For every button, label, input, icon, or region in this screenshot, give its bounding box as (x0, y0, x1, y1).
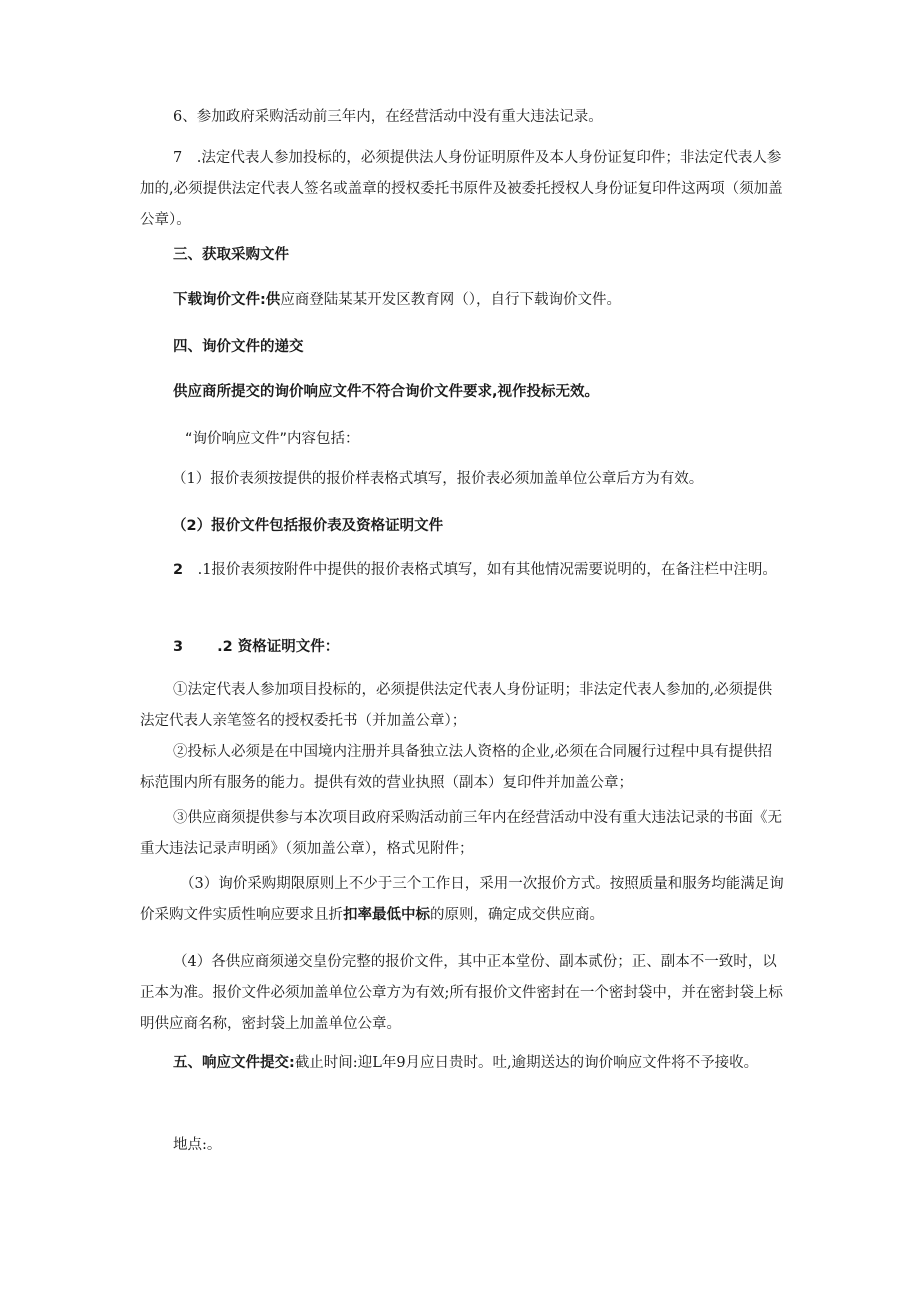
download-lead: 下载询价文件:供 (173, 292, 281, 308)
submission-lead: 五、响应文件提交: (173, 1055, 295, 1071)
section-heading-4: 四、询价文件的递交 (173, 339, 304, 355)
item-3-text-c: 的原则，确定成交供应商。 (430, 907, 604, 923)
qualification-2: ②投标人必须是在中国境内注册并具备独立法人资格的企业,必须在合同履行过程中具有提供招标范围内所有服务的能力。提供有效的营业执照（副本）复印件并加盖公章； (140, 744, 773, 791)
clause-2-1-text: .1报价表须按附件中提供的报价表格式填写，如有其他情况需要说明的，在备注栏中注明。 (183, 562, 777, 578)
content-intro: “询价响应文件”内容包括： (185, 431, 360, 447)
section-heading-5 (140, 1048, 785, 1079)
location-paragraph: 地点:。 (173, 1137, 222, 1153)
item-2-paragraph: （2）报价文件包括报价表及资格证明文件 (172, 518, 444, 534)
qualification-1: ①法定代表人参加项目投标的，必须提供法定代表人身份证明；非法定代表人参加的,必须提供法定代表人亲笔签名的授权委托书（并加盖公章）； (140, 682, 773, 729)
item-1-paragraph: （1）报价表须按提供的报价样表格式填写，报价表必须加盖单位公章后方为有效。 (172, 471, 704, 487)
item-3-paragraph (140, 869, 785, 931)
item-4-paragraph: （4）各供应商须递交皇份完整的报价文件，其中正本堂份、副本贰份；正、副本不一致时，以正本为准。报价文件必须加盖单位公章方为有效;所有报价文件密封在一个密封袋中，并在密封袋上标明供应商名称，密封袋上加盖单位公章。 (140, 954, 783, 1032)
clause-2-1-paragraph (140, 555, 785, 586)
download-paragraph (140, 285, 785, 316)
clause-3-2-heading (173, 632, 785, 663)
clause-3-2-text: .2 资格证明文件： (217, 639, 340, 655)
item-3-text-a: （3）询价采购期限原则上不少于三个工作日，采用一次报价方式。按照质量和服务均能满足询价采购文件实质性响应要求且折 (140, 876, 784, 923)
clause-3-2-number: 3 (173, 639, 184, 655)
submission-text: 截止时间:迎L年9月应日贵时。吐,逾期送达的询价响应文件将不予接收。 (294, 1055, 759, 1071)
section-heading-3: 三、获取采购文件 (173, 247, 289, 263)
download-text: 应商登陆某某开发区教育网（），自行下载询价文件。 (280, 292, 622, 308)
item-3-emphasis: 扣率最低中标 (343, 907, 430, 923)
clause-2-1-number: 2 (173, 562, 184, 578)
paragraph-item-7: 7 .法定代表人参加投标的，必须提供法人身份证明原件及本人身份证复印件；非法定代表人参加的,必须提供法定代表人签名或盖章的授权委托书原件及被委托授权人身份证复印件这两项（须加盖公章）。 (140, 150, 783, 228)
invalid-bid-paragraph: 供应商所提交的询价响应文件不符合询价文件要求,视作投标无效。 (173, 384, 600, 400)
paragraph-item-6: 6、参加政府采购活动前三年内，在经营活动中没有重大违法记录。 (173, 109, 603, 125)
qualification-3: ③供应商须提供参与本次项目政府采购活动前三年内在经营活动中没有重大违法记录的书面《无重大违法记录声明函》（须加盖公章），格式见附件； (140, 810, 782, 857)
